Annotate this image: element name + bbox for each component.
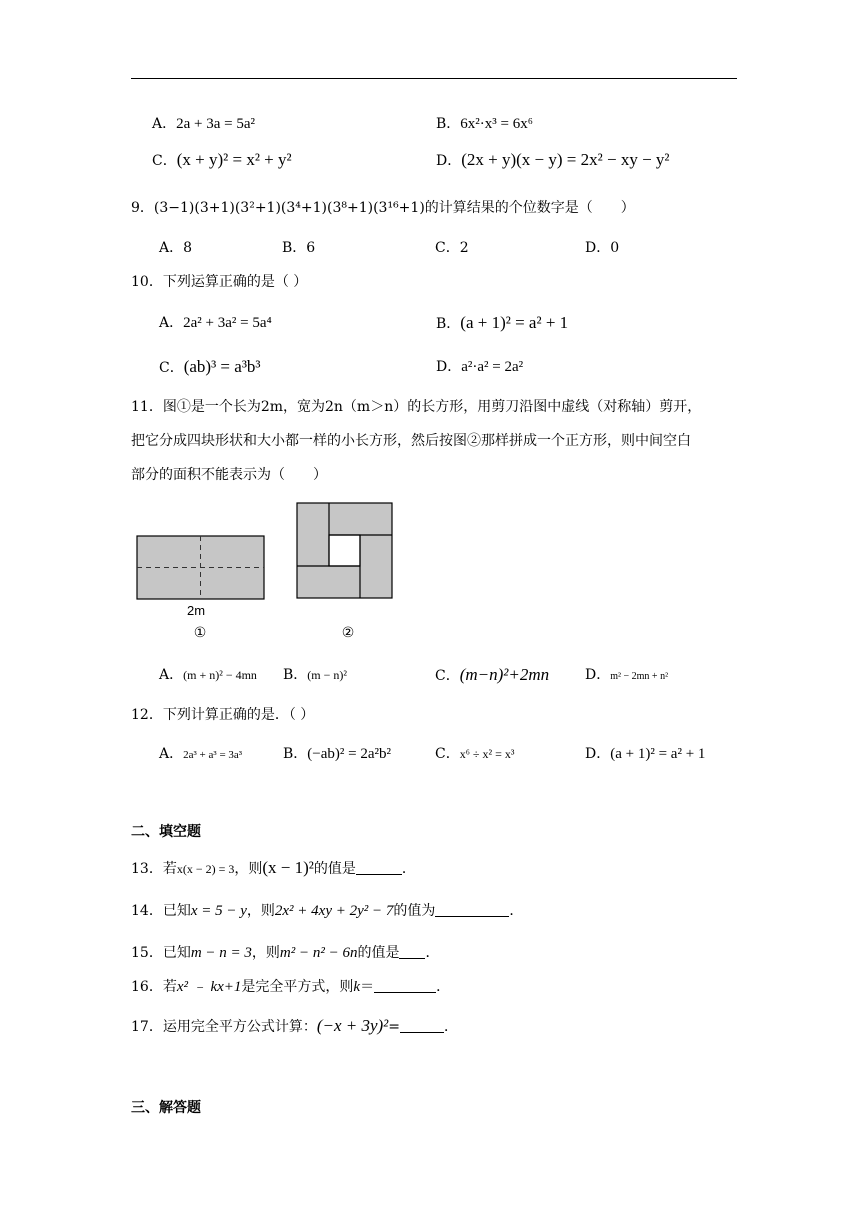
q15-end: ． [425, 945, 440, 961]
q16 [131, 977, 450, 997]
option-letter: D． [436, 153, 462, 169]
option-letter: C． [435, 746, 460, 762]
header-rule [131, 78, 737, 79]
option-expression: 2a² + 3a² = 5a⁴ [183, 315, 272, 331]
q10-option-b[interactable] [436, 313, 568, 334]
option-expression: a²·a² = 2a² [461, 359, 524, 375]
q17-expression: (−x + 3y)² [316, 1016, 389, 1035]
q13 [131, 858, 416, 879]
q15-mid: ，则 [251, 945, 280, 961]
q13-end: ． [401, 861, 416, 877]
q13-suffix: 的值是 [313, 861, 356, 877]
option-expression: (m + n)² − 4mn [183, 668, 257, 682]
q16-end: ． [436, 979, 451, 995]
q17-prefix: 17．运用完全平方公式计算： [131, 1019, 317, 1035]
q14-end: ． [509, 903, 524, 919]
q15-prefix: 15．已知 [131, 945, 191, 961]
q16-mid: 是完全平方式，则 [241, 979, 354, 995]
q15-expression: m² − n² − 6n [279, 945, 358, 961]
q14-suffix: 的值为 [393, 903, 436, 919]
option-expression: (−ab)² = 2a²b² [307, 746, 392, 762]
q17-end: ． [444, 1019, 459, 1035]
option-letter: A． [159, 667, 184, 683]
option-letter: A． [159, 746, 184, 762]
q10-stem: 10．下列运算正确的是（ ） [131, 274, 308, 290]
q16-prefix: 16．若 [131, 979, 177, 995]
q11-stem-line-3: 部分的面积不能表示为（ ） [131, 467, 327, 483]
option-expression: (x + y)² = x² + y² [176, 150, 292, 169]
q14-prefix: 14．已知 [131, 903, 191, 919]
q14-mid: ，则 [246, 903, 275, 919]
q14-expression: 2x² + 4xy + 2y² − 7 [274, 903, 394, 919]
q13-answer-blank[interactable] [356, 860, 402, 875]
q10-option-d[interactable] [436, 357, 523, 377]
option-expression: m² − 2mn + n² [610, 671, 669, 682]
q11-option-a[interactable] [159, 665, 257, 685]
option-expression: 6x²·x³ = 6x⁶ [460, 116, 533, 132]
q17-answer-blank[interactable] [400, 1018, 444, 1033]
option-expression: (2x + y)(x − y) = 2x² − xy − y² [461, 150, 670, 169]
q16-expression: x² ﹣ kx+1 [176, 979, 242, 995]
option-expression: (m − n)² [307, 668, 347, 682]
option-letter: C． [159, 360, 184, 376]
option-letter: B． [436, 316, 461, 332]
option-letter: B． [436, 116, 461, 132]
figure-1-rectangle [137, 536, 264, 599]
option-expression: 2a³ + a³ = 3a³ [183, 749, 243, 761]
q11-option-d[interactable] [585, 665, 668, 687]
q8-option-a[interactable] [152, 114, 255, 134]
option-expression: (a + 1)² = a² + 1 [460, 313, 569, 332]
q11-option-b[interactable] [283, 665, 347, 685]
q15-suffix: 的值是 [357, 945, 400, 961]
option-expression: x⁶ ÷ x² = x³ [459, 747, 515, 761]
q16-variable: k [353, 979, 361, 995]
q12-stem: 12．下列计算正确的是．（ ） [131, 707, 315, 723]
option-letter: D． [585, 746, 611, 762]
option-expression: (a + 1)² = a² + 1 [610, 746, 706, 762]
option-letter: A． [152, 116, 177, 132]
figure-1-width-label: 2m [186, 603, 206, 618]
figure-2-square [297, 503, 392, 598]
q14-answer-blank[interactable] [435, 902, 509, 917]
q16-answer-blank[interactable] [374, 978, 436, 993]
q12-option-a[interactable] [159, 744, 242, 765]
option-letter: C． [152, 153, 177, 169]
q14 [131, 901, 523, 921]
q15-condition: m − n = 3 [190, 945, 252, 961]
q17-suffix: = [388, 1019, 401, 1035]
option-letter: C． [435, 668, 460, 684]
q16-suffix: ＝ [360, 979, 375, 995]
q10-option-c[interactable] [159, 357, 261, 378]
q8-option-b[interactable] [436, 114, 533, 134]
q9-stem: 9．(3−1)(3+1)(3²+1)(3⁴+1)(3⁸+1)(3¹⁶+1)的计算结果的个位数字是（ ） [131, 200, 635, 216]
q9-option-a[interactable]: A．8 [159, 240, 193, 256]
q12-option-b[interactable] [283, 744, 391, 764]
q15-answer-blank[interactable] [399, 944, 425, 959]
q11-stem-line-1: 11．图①是一个长为2m，宽为2n（m＞n）的长方形，用剪刀沿图中虚线（对称轴）剪开， [131, 399, 702, 415]
option-letter: B． [283, 667, 308, 683]
section-2-heading: 二、填空题 [131, 824, 201, 840]
q15 [131, 943, 439, 963]
q12-option-d[interactable] [585, 744, 705, 764]
q11-option-c[interactable] [435, 665, 549, 686]
q13-prefix: 13．若 [131, 861, 177, 877]
q10-option-a[interactable] [159, 313, 272, 333]
q12-option-c[interactable] [435, 744, 514, 764]
q8-option-c[interactable] [152, 150, 292, 171]
option-letter: D． [436, 359, 462, 375]
option-expression: 2a + 3a = 5a² [176, 116, 256, 132]
q13-expression: (x − 1)² [262, 858, 314, 877]
q14-condition: x = 5 − y [190, 903, 247, 919]
option-letter: B． [283, 746, 308, 762]
q11-stem-line-2: 把它分成四块形状和大小都一样的小长方形，然后按图②那样拼成一个正方形，则中间空白 [131, 433, 691, 449]
q9-option-c[interactable]: C．2 [435, 240, 469, 256]
q13-mid: ，则 [234, 861, 263, 877]
figure-1-label: ① [193, 624, 207, 640]
q8-option-d[interactable] [436, 150, 670, 171]
q11-figures [120, 495, 420, 645]
option-letter: A． [159, 315, 184, 331]
section-3-heading: 三、解答题 [131, 1100, 201, 1116]
q17 [131, 1016, 458, 1037]
q9-option-d[interactable]: D．0 [585, 240, 620, 256]
option-letter: D． [585, 667, 611, 683]
option-expression: (m−n)²+2mn [459, 665, 550, 684]
q9-option-b[interactable]: B．6 [282, 240, 316, 256]
q13-condition: x(x − 2) = 3 [176, 862, 235, 876]
figure-2-label: ② [341, 624, 355, 640]
option-expression: (ab)³ = a³b³ [183, 357, 261, 376]
